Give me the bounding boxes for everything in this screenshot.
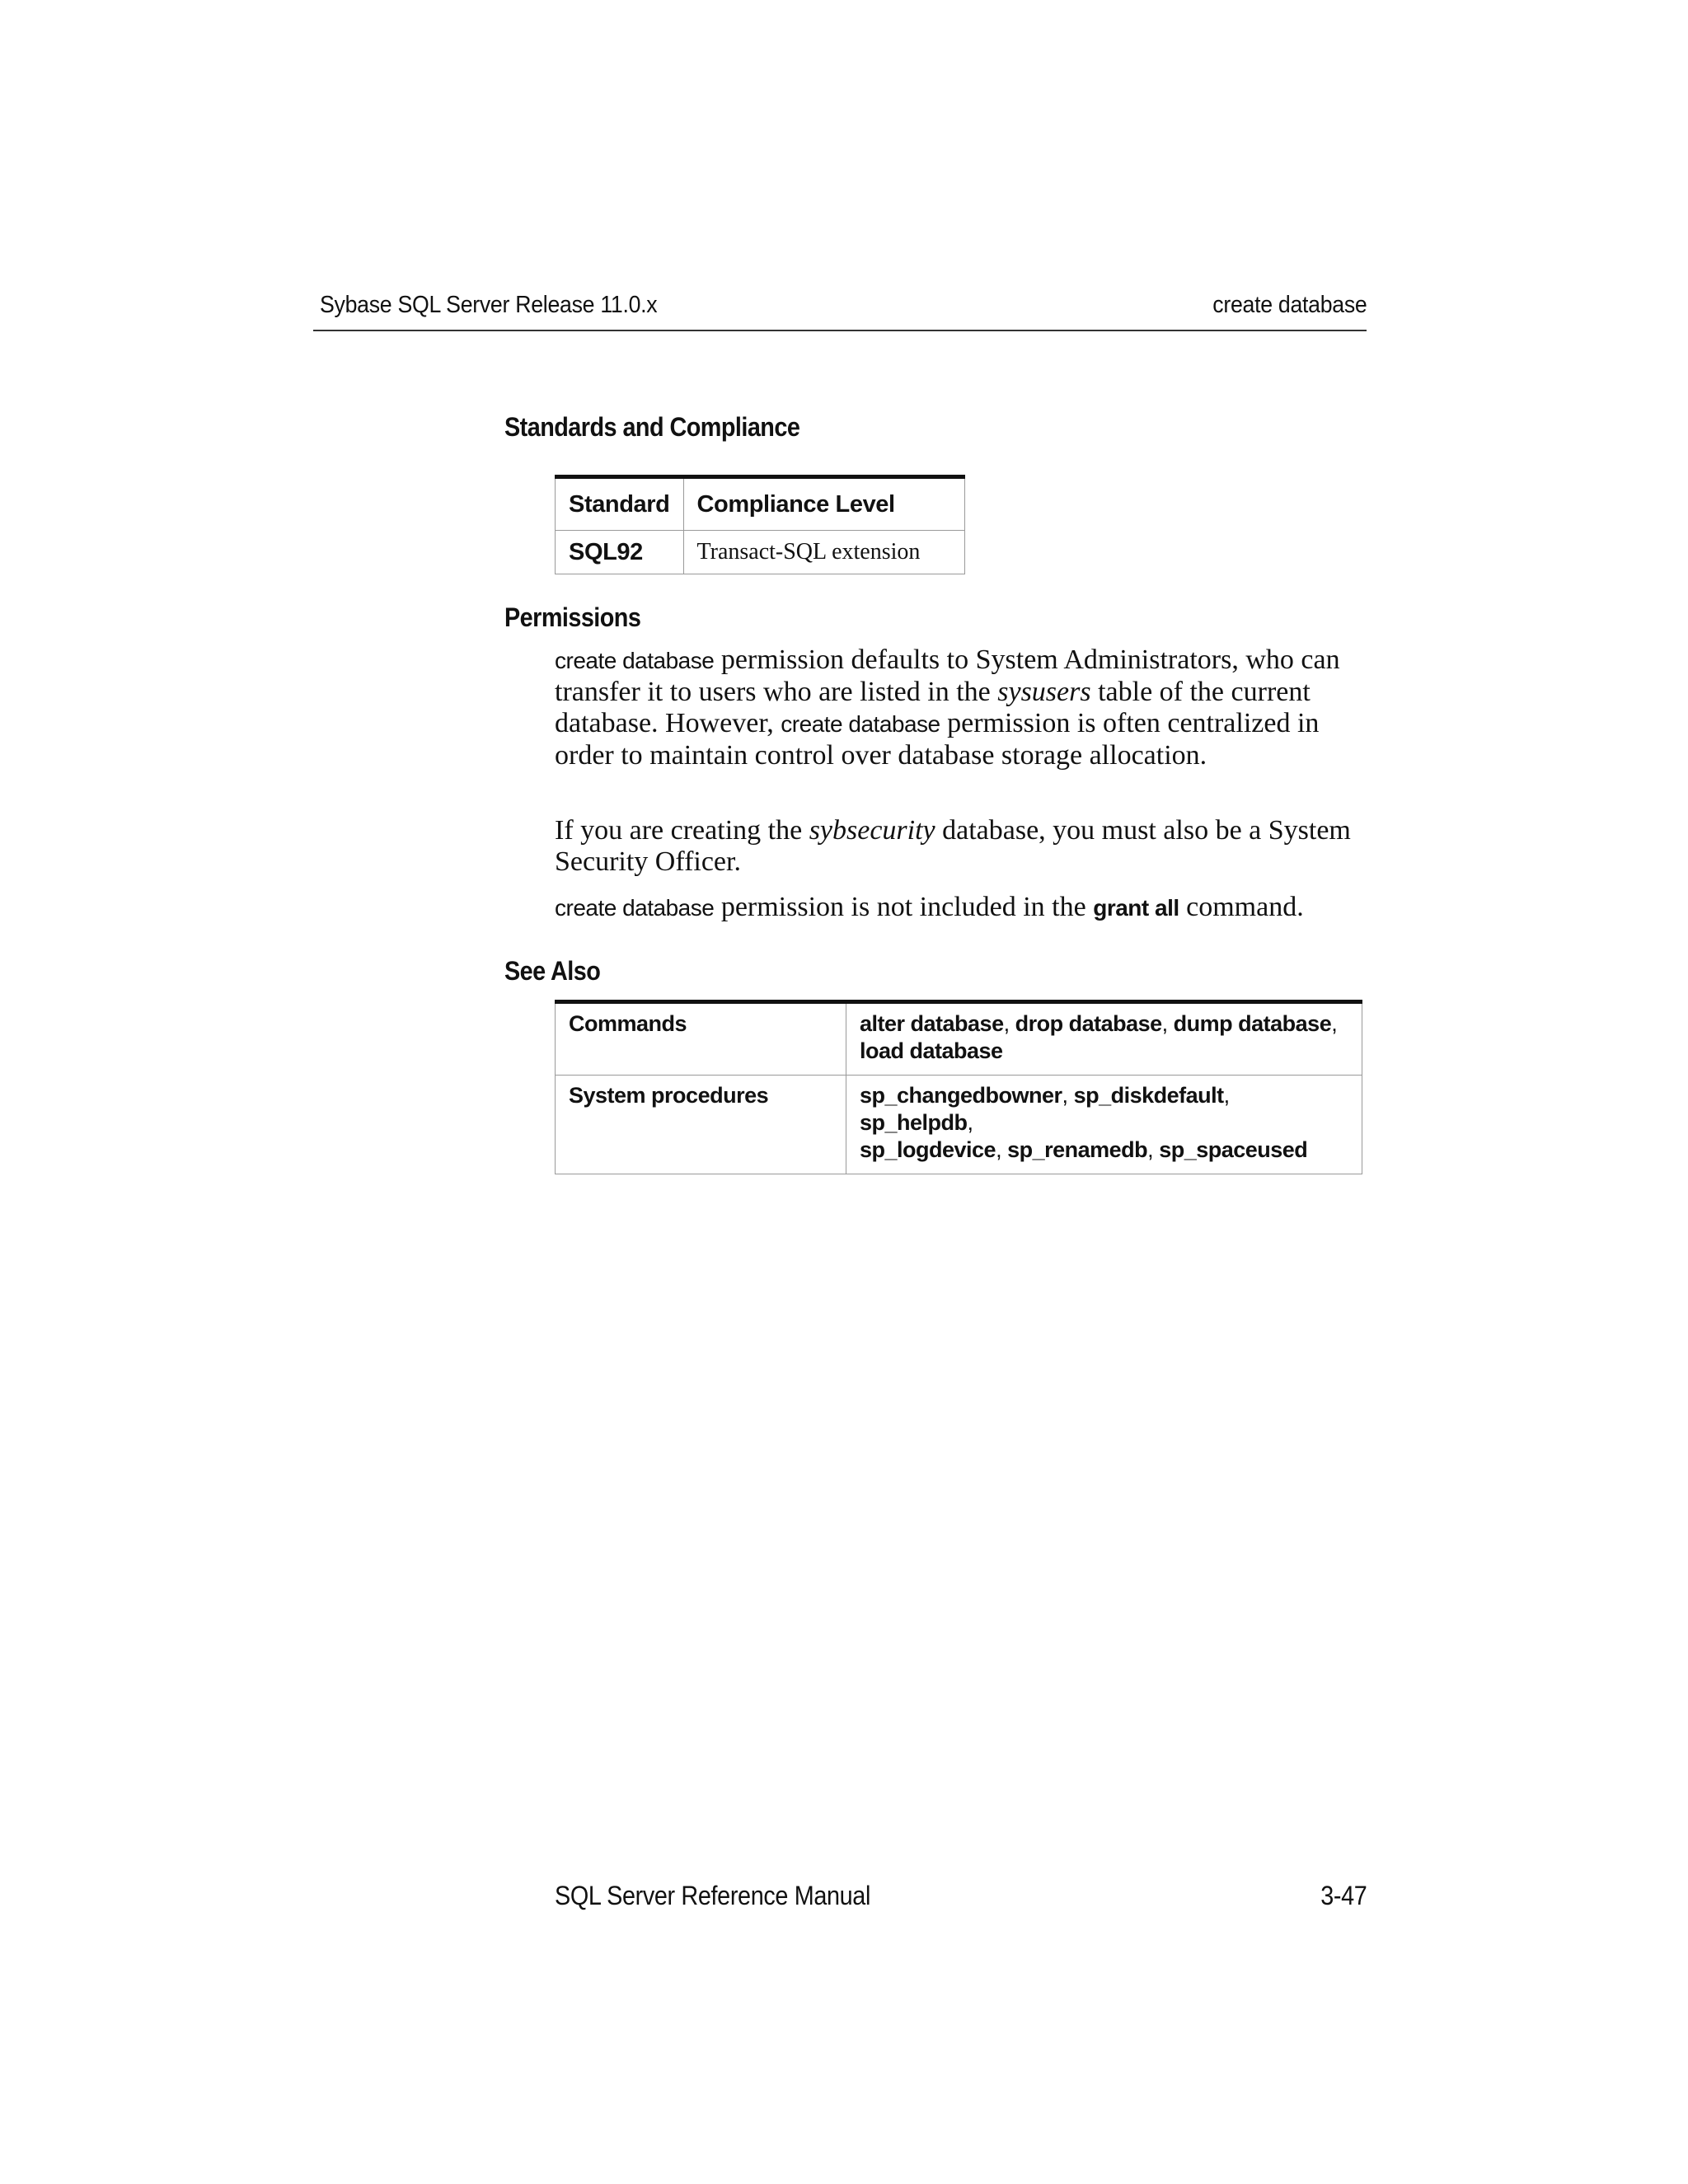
see-also-item: dump database [1173, 1011, 1332, 1036]
standards-header-compliance: Compliance Level [683, 477, 965, 531]
see-also-commands-list [846, 1002, 1362, 1076]
text-fragment: command. [1179, 892, 1304, 922]
header-release-title: Sybase SQL Server Release 11.0.x [320, 292, 658, 318]
separator: , [1223, 1083, 1230, 1108]
footer-page-number: 3-47 [1320, 1881, 1367, 1910]
see-also-item: sp_renamedb [1007, 1137, 1148, 1162]
text-fragment: permission is not included in the [714, 892, 1094, 922]
page-footer [555, 1881, 1367, 1914]
table-row [556, 531, 965, 574]
see-also-heading: See Also [504, 956, 601, 986]
standards-heading: Standards and Compliance [504, 412, 800, 442]
standards-cell-compliance: Transact-SQL extension [683, 531, 965, 574]
standards-table [555, 475, 965, 574]
see-also-item: alter database [860, 1011, 1004, 1036]
text-fragment: permission is often centralized in order to maintain control over database storage allocation. [555, 708, 1320, 771]
table-row [556, 1076, 1362, 1174]
separator: , [1147, 1137, 1160, 1162]
separator: , [1062, 1083, 1074, 1108]
separator: , [1003, 1011, 1015, 1036]
header-command-name: create database [1212, 292, 1367, 318]
text-fragment: permission defaults to System Administrators, who can transfer it to users who are listed in the [555, 644, 1340, 707]
permissions-paragraph-3 [555, 892, 1367, 924]
text-fragment: table of the current database. However, [555, 677, 1311, 738]
permissions-heading: Permissions [504, 602, 641, 632]
keyword-create: create database [555, 648, 715, 673]
see-also-item: sp_helpdb [860, 1110, 968, 1135]
separator: , [1161, 1011, 1174, 1036]
keyword-create: create database [781, 711, 940, 737]
see-also-item: drop database [1015, 1011, 1162, 1036]
separator: , [1331, 1011, 1338, 1036]
see-also-item: sp_changedbowner [860, 1083, 1062, 1108]
database-name-sybsecurity: sybsecurity [809, 815, 935, 846]
text-fragment: database, you must also be a System Security Officer. [555, 815, 1351, 877]
footer-manual-title: SQL Server Reference Manual [555, 1881, 871, 1910]
standards-table-header-row [556, 477, 965, 531]
see-also-item: load database [860, 1038, 1003, 1063]
see-also-item: sp_spaceused [1159, 1137, 1308, 1162]
keyword-create: create database [555, 895, 715, 921]
keyword-grant-all: grant all [1093, 895, 1179, 921]
running-header [313, 288, 1367, 331]
table-row [556, 1002, 1362, 1076]
see-also-item: sp_logdevice [860, 1137, 996, 1162]
see-also-label-procedures: System procedures [556, 1076, 846, 1174]
see-also-item: sp_diskdefault [1073, 1083, 1224, 1108]
see-also-label-commands: Commands [556, 1002, 846, 1076]
separator: , [996, 1137, 1008, 1162]
see-also-table [555, 1000, 1362, 1174]
text-fragment: If you are creating the [555, 815, 809, 846]
separator: , [967, 1110, 973, 1135]
permissions-paragraph-2 [555, 815, 1367, 878]
standards-cell-standard: SQL92 [556, 531, 684, 574]
standards-header-standard: Standard [556, 477, 684, 531]
permissions-paragraph-1 [555, 644, 1367, 771]
table-name-sysusers: sysusers [997, 677, 1091, 707]
see-also-procedures-list [846, 1076, 1362, 1174]
